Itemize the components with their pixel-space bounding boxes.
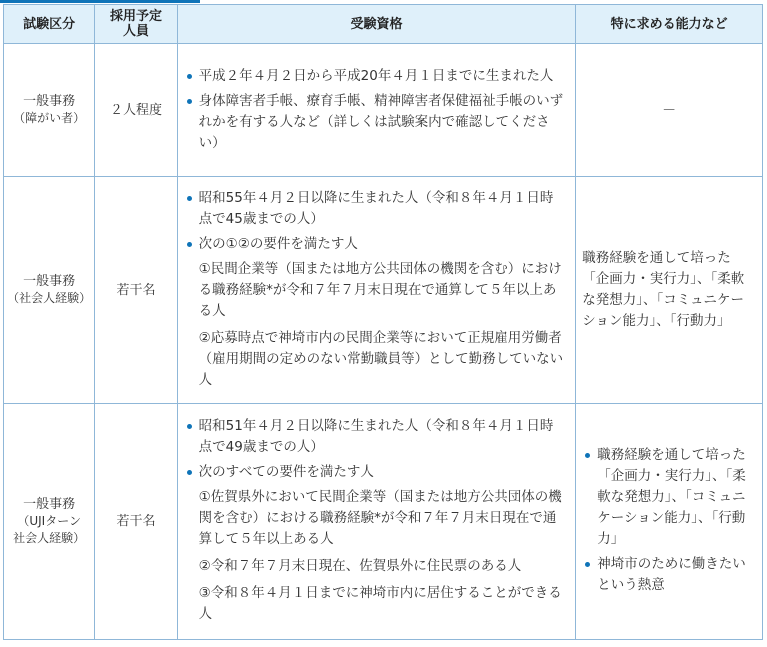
requirement-item: ①佐賀県外において民間企業等（国または地方公共団体の機関を含む）における職務経験*が令和７年７月末日現在で通算して５年以上ある人 — [198, 489, 562, 547]
requirement-item: ①民間企業等（国または地方公共団体の機関を含む）における職務経験*が令和７年７月末日現在で通算して５年以上ある人 — [198, 260, 562, 319]
header-qualifications: 受験資格 — [177, 5, 576, 44]
header-headcount: 採用予定 人員 — [95, 5, 177, 44]
requirement-item: ②令和７年７月末日現在、佐賀県外に住民票のある人 — [198, 558, 522, 574]
qualification-item: 昭和55年４月２日以降に生まれた人（令和８年４月１日時点で45歳までの人） — [184, 188, 566, 230]
qualification-item: 平成２年４月２日から平成20年４月１日までに生まれた人 — [184, 66, 566, 87]
header-exam-category: 試験区分 — [4, 5, 95, 44]
exam-category: 一般事務 （社会人経験） — [4, 177, 95, 404]
abilities: － — [576, 44, 763, 177]
abilities — [576, 404, 763, 640]
ability-item: 神埼市のために働きたいという熱意 — [582, 554, 754, 596]
qualification-item: 次のすべての要件を満たす人 — [184, 462, 566, 483]
headcount: ２人程度 — [95, 44, 177, 177]
headcount: 若干名 — [95, 177, 177, 404]
table-row — [4, 404, 763, 640]
qualifications — [177, 404, 576, 640]
exam-category: 一般事務 （UJIターン 社会人経験） — [4, 404, 95, 640]
table-row — [4, 177, 763, 404]
ability-item: 職務経験を通して培った「企画力・実行力」、「柔軟な発想力」、「コミュニケーション能力」、「行動力」 — [582, 445, 754, 550]
requirement-item: ③令和８年４月１日までに神埼市内に居住することができる人 — [198, 585, 562, 622]
table-row — [4, 44, 763, 177]
qualification-item: 身体障害者手帳、療育手帳、精神障害者保健福祉手帳のいずれかを有する人など（詳しくは試験案内で確認してください） — [184, 91, 566, 154]
qualification-item: 昭和51年４月２日以降に生まれた人（令和８年４月１日時点で49歳までの人） — [184, 416, 566, 458]
requirement-item: ②応募時点で神埼市内の民間企業等において正規雇用労働者（雇用期間の定めのない常勤職員等）として勤務していない人 — [198, 329, 564, 388]
exam-category: 一般事務 （障がい者） — [4, 44, 95, 177]
header-abilities: 特に求める能力など — [576, 5, 763, 44]
qualifications — [177, 44, 576, 177]
exam-table — [3, 4, 763, 640]
qualifications — [177, 177, 576, 404]
abilities: 職務経験を通して培った「企画力・実行力」、「柔軟な発想力」、「コミュニケーション能力」、「行動力」 — [576, 177, 763, 404]
qualification-item: 次の①②の要件を満たす人 — [184, 234, 566, 255]
top-accent-line — [0, 0, 200, 3]
table-header-row — [4, 5, 763, 44]
headcount: 若干名 — [95, 404, 177, 640]
